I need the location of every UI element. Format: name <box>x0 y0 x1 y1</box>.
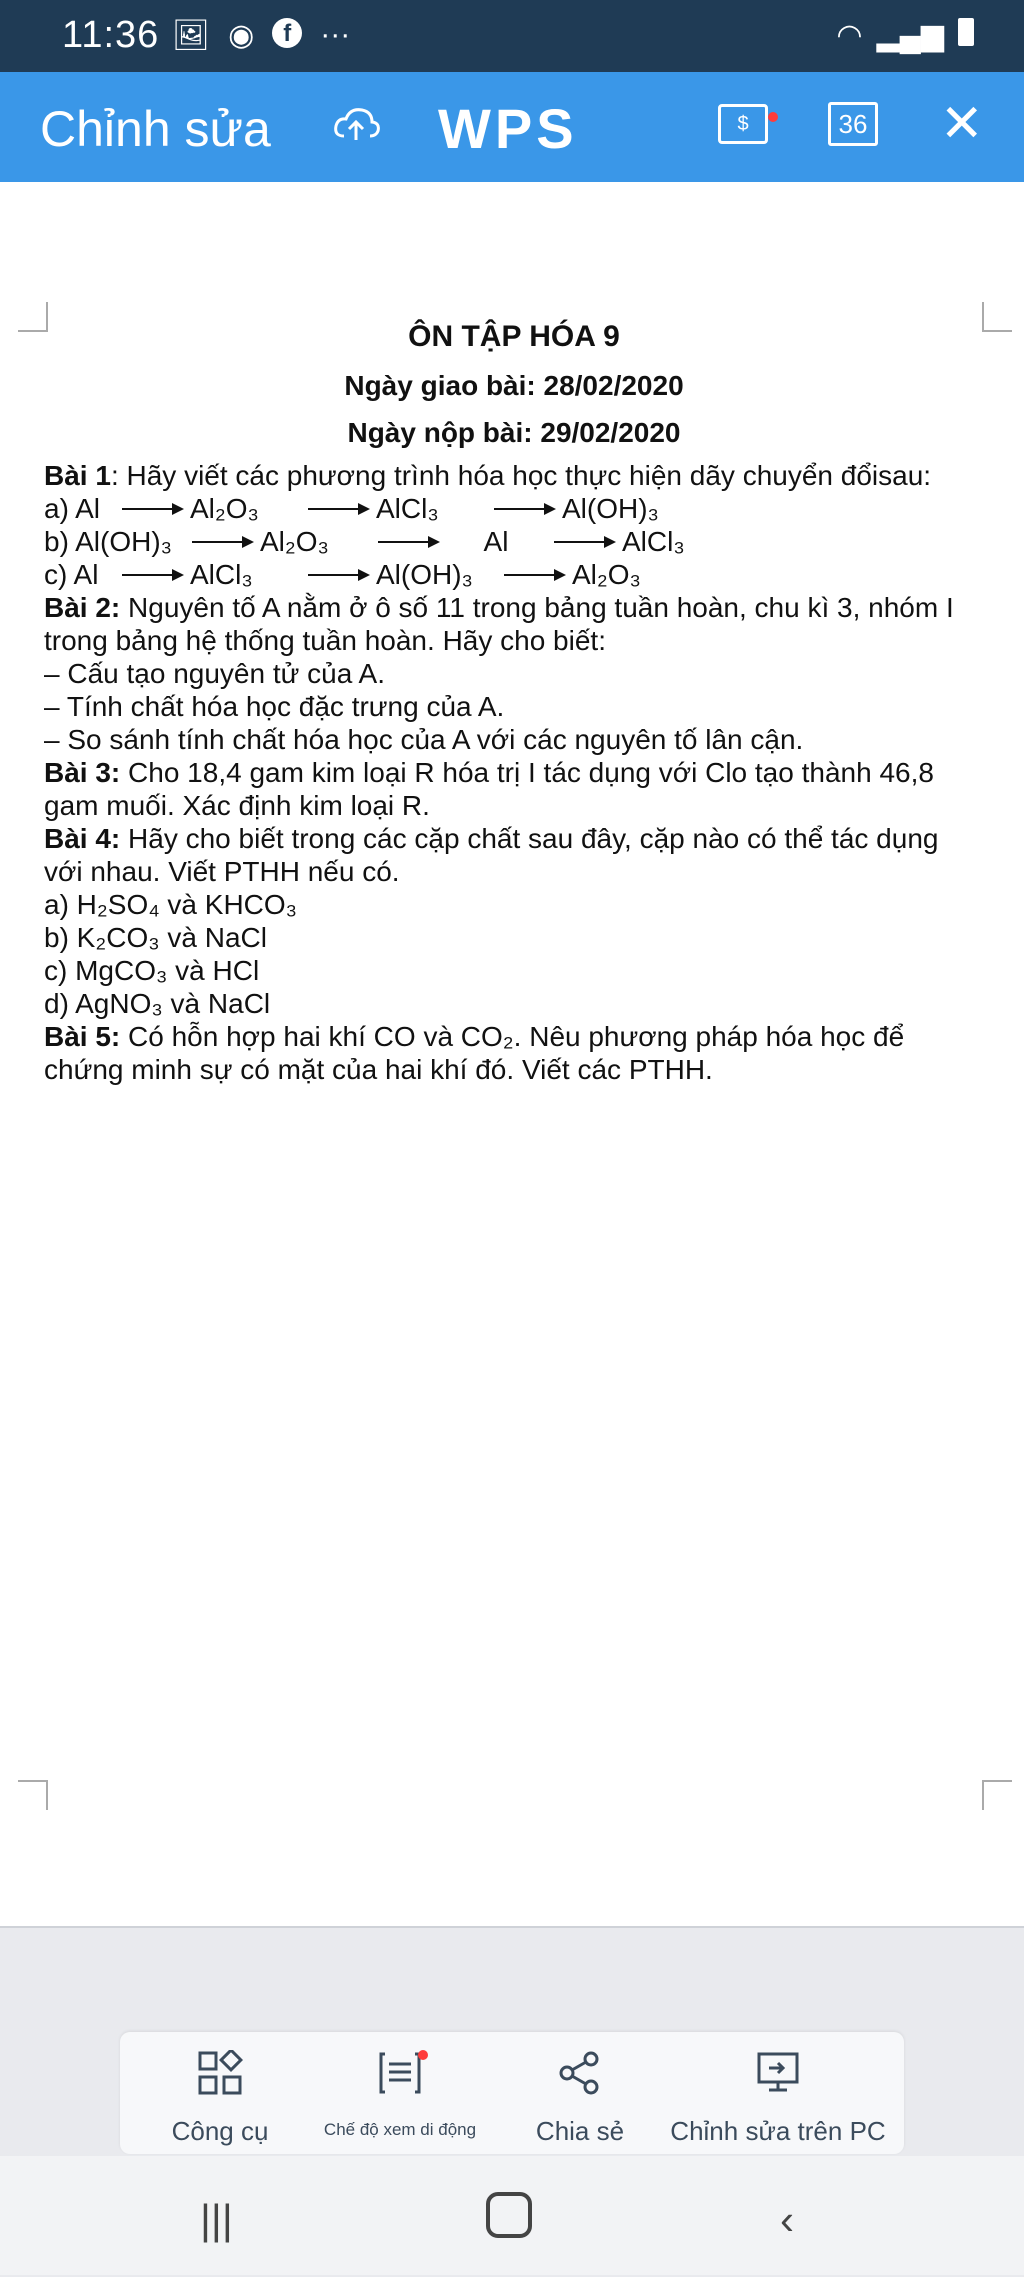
exercise-3-text: Cho 18,4 gam kim loại R hóa trị I tác dụng với Clo tạo thành 46,8 gam muối. Xác định kim loại R. <box>44 757 934 821</box>
page-count-button[interactable]: 36 <box>828 102 878 146</box>
back-icon[interactable]: ‹ <box>780 2196 794 2243</box>
arrow-icon <box>504 574 564 576</box>
chain-b-2: Al <box>483 526 509 557</box>
ticket-icon[interactable]: $ <box>718 104 768 144</box>
exercise-4-item: a) H₂SO₄ và KHCO₃ <box>44 889 298 920</box>
edit-on-pc-button[interactable] <box>668 2050 888 2147</box>
arrow-icon <box>122 574 182 576</box>
chain-b-3: AlCl₃ <box>622 526 685 557</box>
desktop-icon <box>668 2050 888 2106</box>
date-due: Ngày nộp bài: 29/02/2020 <box>347 417 681 448</box>
facebook-icon: f <box>272 18 302 48</box>
exercise-3-label: Bài 3: <box>44 757 121 788</box>
exercise-4-label: Bài 4: <box>44 823 121 854</box>
grid-icon <box>150 2050 290 2106</box>
share-label: Chia sẻ <box>535 2116 625 2146</box>
exercise-1 <box>44 459 984 492</box>
exercise-2-label: Bài 2: <box>44 592 121 623</box>
exercise-2-item: – So sánh tính chất hóa học của A với các nguyên tố lân cận. <box>44 724 804 755</box>
chain-a-2: AlCl₃ <box>376 493 439 524</box>
exercise-3 <box>44 756 984 822</box>
exercise-1-text: : Hãy viết các phương trình hóa học thực hiện dãy chuyển đổisau: <box>110 460 932 491</box>
bottom-toolbar <box>120 2032 904 2154</box>
cloud-upload-icon[interactable] <box>330 98 382 150</box>
arrow-icon <box>308 574 368 576</box>
date-assigned: Ngày giao bài: 28/02/2020 <box>344 370 684 401</box>
tools-label: Công cụ <box>171 2116 269 2146</box>
chain-a-1: Al₂O₃ <box>190 493 259 524</box>
chain-b-0: b) Al(OH)₃ <box>44 526 173 557</box>
page-corner-bl <box>18 1780 48 1810</box>
battery-icon <box>958 18 974 46</box>
status-bar <box>0 0 1024 72</box>
chain-a <box>44 492 984 525</box>
exercise-2-item: – Tính chất hóa học đặc trưng của A. <box>44 691 505 722</box>
edit-button[interactable]: Chỉnh sửa <box>40 101 271 157</box>
exercise-4-item: b) K₂CO₃ và NaCl <box>44 922 267 953</box>
chain-b-1: Al₂O₃ <box>260 526 329 557</box>
notification-dot <box>418 2050 428 2060</box>
exercise-4-item: d) AgNO₃ và NaCl <box>44 988 271 1019</box>
mobile-view-button[interactable] <box>300 2050 500 2140</box>
exercise-5-text: Có hỗn hợp hai khí CO và CO₂. Nêu phương pháp hóa học để chứng minh sự có mặt của hai khí đó. Viết các PTHH. <box>44 1021 905 1085</box>
share-button[interactable] <box>520 2050 640 2147</box>
exercise-1-label: Bài 1 <box>44 460 111 491</box>
edit-on-pc-label: Chỉnh sửa trên PC <box>670 2116 886 2146</box>
arrow-icon <box>122 508 182 510</box>
arrow-icon <box>308 508 368 510</box>
exercise-4-text: Hãy cho biết trong các cặp chất sau đây, cặp nào có thể tác dụng với nhau. Viết PTHH nếu có. <box>44 823 939 887</box>
status-time: 11:36 <box>62 14 160 56</box>
arrow-icon <box>494 508 554 510</box>
wifi-icon: ◠ <box>836 19 863 52</box>
arrow-icon <box>192 541 252 543</box>
wps-logo: WPS <box>438 97 578 160</box>
system-nav-bar <box>0 2156 1024 2275</box>
page-corner-br <box>982 1780 1012 1810</box>
chain-c <box>44 558 984 591</box>
home-icon[interactable] <box>486 2192 532 2248</box>
exercise-2 <box>44 591 984 657</box>
exercise-5 <box>44 1020 984 1086</box>
chain-a-3: Al(OH)₃ <box>562 493 659 524</box>
arrow-icon <box>378 541 438 543</box>
app-bar <box>0 72 1024 182</box>
signal-icon: ▂▄▆ <box>876 19 944 52</box>
exercise-5-label: Bài 5: <box>44 1021 121 1052</box>
chain-c-1: AlCl₃ <box>190 559 253 590</box>
share-icon <box>520 2050 640 2106</box>
document-page <box>44 320 984 1086</box>
exercise-2-text: Nguyên tố A nằm ở ô số 11 trong bảng tuần hoàn, chu kì 3, nhóm I trong bảng hệ thống tuần hoàn. Hãy cho biết: <box>44 592 954 656</box>
tools-button[interactable] <box>150 2050 290 2147</box>
page-corner-tr <box>982 302 1012 332</box>
mobile-view-label: Chế độ xem di động <box>323 2120 477 2139</box>
chain-c-3: Al₂O₃ <box>572 559 641 590</box>
exercise-4 <box>44 822 984 888</box>
more-icon: ··· <box>320 18 351 51</box>
chain-b <box>44 525 984 558</box>
image-icon: 🖼 <box>172 19 211 52</box>
doc-title: ÔN TẬP HÓA 9 <box>408 320 620 353</box>
chain-a-0: a) Al <box>44 493 101 524</box>
hotspot-icon: ◉ <box>228 19 255 52</box>
chain-c-0: c) Al <box>44 559 99 590</box>
exercise-4-item: c) MgCO₃ và HCl <box>44 955 260 986</box>
notification-dot <box>768 112 778 122</box>
close-icon[interactable]: ✕ <box>940 95 984 153</box>
arrow-icon <box>554 541 614 543</box>
mobile-view-icon <box>300 2050 500 2106</box>
exercise-2-item: – Cấu tạo nguyên tử của A. <box>44 658 385 689</box>
chain-c-2: Al(OH)₃ <box>376 559 473 590</box>
recent-apps-icon[interactable]: ||| <box>200 2196 233 2243</box>
